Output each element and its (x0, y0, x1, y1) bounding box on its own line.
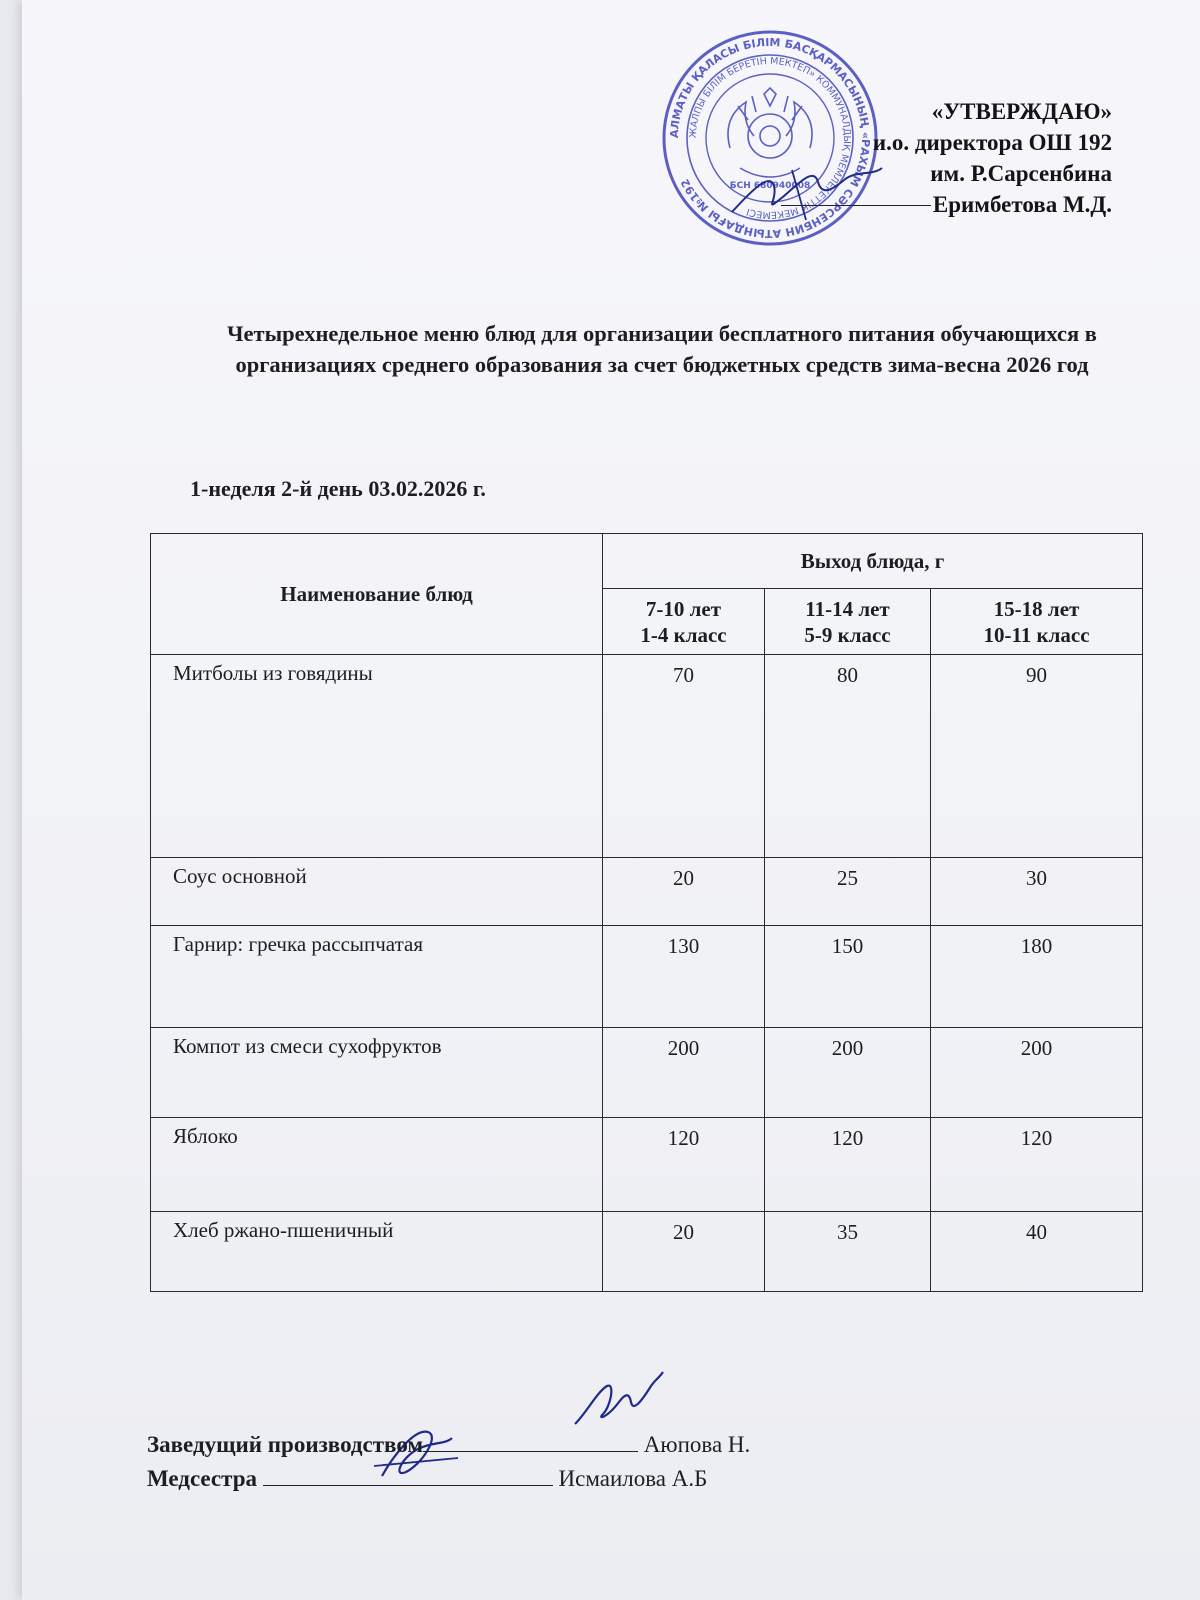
dish-name: Соус основной (151, 858, 603, 926)
column-header-yield: Выход блюда, г (603, 534, 1143, 589)
yield-value: 20 (603, 858, 765, 926)
name-production-manager: Аюпова Н. (643, 1432, 751, 1457)
table-row (151, 1118, 1143, 1212)
table-row (151, 1212, 1143, 1292)
yield-value: 130 (603, 926, 765, 1028)
table-row (151, 858, 1143, 926)
yield-value: 150 (765, 926, 931, 1028)
director-signature (722, 150, 892, 230)
signatures-block (147, 1428, 750, 1496)
signature-line (423, 1431, 638, 1452)
yield-value: 200 (931, 1028, 1143, 1118)
menu-table (150, 533, 1143, 1292)
age-group-header: 7-10 лет 1-4 класс (603, 589, 765, 655)
yield-value: 120 (931, 1118, 1143, 1212)
yield-value: 25 (765, 858, 931, 926)
dish-name: Гарнир: гречка рассыпчатая (151, 926, 603, 1028)
seal-outer-text: АЛМАТЫ ҚАЛАСЫ БІЛІМ БАСҚАРМАСЫНЫҢ «РАХЫМ СӘРСЕНБИН АТЫНДАҒЫ №192 (667, 35, 873, 241)
role-production-manager: Заведущий производством (147, 1432, 424, 1457)
document-sheet (22, 0, 1200, 1600)
signature-row-production (147, 1428, 750, 1462)
signature-line (263, 1465, 553, 1486)
table-row (151, 655, 1143, 858)
seal-bin: БСН 680940008 (729, 181, 811, 191)
column-header-dish-name: Наименование блюд (151, 534, 603, 655)
week-day-label: 1-неделя 2-й день 03.02.2026 г. (190, 476, 486, 501)
dish-name: Митболы из говядины (151, 655, 603, 858)
age-group-header: 11-14 лет 5-9 класс (765, 589, 931, 655)
dish-name: Компот из смеси сухофруктов (151, 1028, 603, 1118)
document-title: Четырехнедельное меню блюд для организации бесплатного питания обучающихся в организациях среднего образования за счет бюджетных средств зима-весна 2026 год (227, 321, 1097, 377)
yield-value: 90 (931, 655, 1143, 858)
yield-value: 120 (603, 1118, 765, 1212)
table-row (151, 1028, 1143, 1118)
table-row (151, 926, 1143, 1028)
dish-name: Хлеб ржано-пшеничный (151, 1212, 603, 1292)
age-group-header: 15-18 лет 10-11 класс (931, 589, 1143, 655)
approval-heading: «УТВЕРЖДАЮ» (931, 99, 1112, 124)
yield-value: 120 (765, 1118, 931, 1212)
yield-value: 200 (603, 1028, 765, 1118)
seal-inner-text: ЖАЛПЫ БІЛІМ БЕРЕТІН МЕКТЕП» КОММУНАЛДЫҚ МЕМЛЕКЕТТІК МЕКЕМЕСІ (687, 55, 853, 221)
yield-value: 80 (765, 655, 931, 858)
role-nurse: Медсестра (147, 1466, 258, 1491)
yield-value: 180 (931, 926, 1143, 1028)
name-nurse: Исмаилова А.Б (558, 1466, 708, 1491)
yield-value: 35 (765, 1212, 931, 1292)
yield-value: 40 (931, 1212, 1143, 1292)
yield-value: 70 (603, 655, 765, 858)
yield-value: 20 (603, 1212, 765, 1292)
yield-value: 30 (931, 858, 1143, 926)
approval-name: Еримбетова М.Д. (932, 192, 1112, 217)
dish-name: Яблоко (151, 1118, 603, 1212)
approval-position: и.о. директора ОШ 192 (872, 130, 1112, 155)
approval-school: им. Р.Сарсенбина (930, 161, 1112, 186)
yield-value: 200 (765, 1028, 931, 1118)
signature-row-nurse (147, 1462, 750, 1496)
